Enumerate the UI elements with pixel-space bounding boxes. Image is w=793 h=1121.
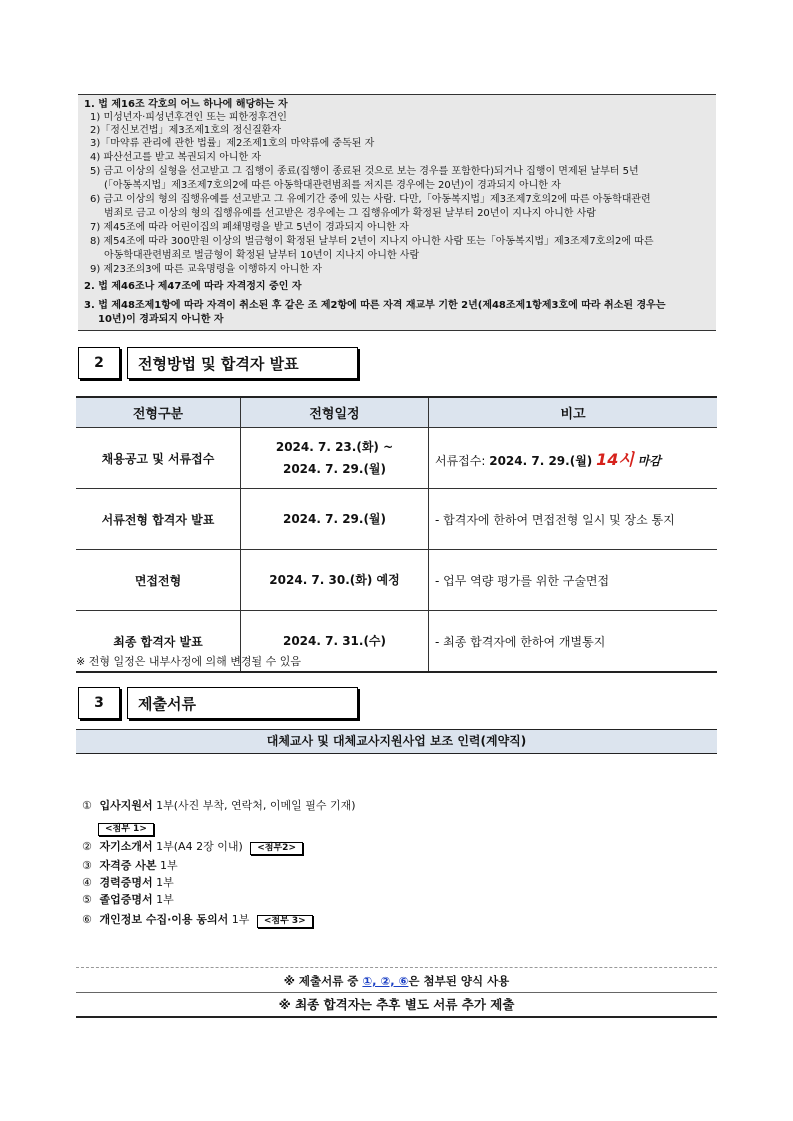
dq-item3-line2: 10년)이 경과되지 아니한 자 xyxy=(98,314,224,325)
attachment-tag: <첨부2> xyxy=(250,842,303,855)
dq-item1-title: 1. 법 제16조 각호의 어느 하나에 해당하는 자 xyxy=(84,99,288,110)
doc-mark: ② xyxy=(82,840,92,853)
doc-mark: ① xyxy=(82,799,92,812)
note-date: 2024. 7. 29.(월) xyxy=(489,453,593,468)
doc-name: 경력증명서 xyxy=(99,876,153,889)
section3-number: 3 xyxy=(78,687,120,719)
row-date-end: 2024. 7. 29.(월) xyxy=(282,462,387,476)
doc-detail: 1부(A4 2장 이내) xyxy=(156,840,243,853)
doc-detail: 1부 xyxy=(231,913,250,926)
dq-item2: 2. 법 제46조나 제47조에 따라 자격정지 중인 자 xyxy=(84,281,302,292)
schedule-footnote: ※ 전형 일정은 내부사정에 의해 변경될 수 있음 xyxy=(76,655,301,668)
row-date xyxy=(241,428,429,489)
table-row xyxy=(76,550,717,611)
doc-name: 개인정보 수집·이용 동의서 xyxy=(99,913,229,926)
form-usage-note xyxy=(76,967,717,993)
doc-item-certificate xyxy=(82,857,178,873)
doc-item-privacy xyxy=(82,911,313,928)
doc-name: 졸업증명서 xyxy=(99,893,153,906)
dq-line: 6) 금고 이상의 형의 집행유예를 선고받고 그 유예기간 중에 있는 사람. 다만,「아동복지법」제3조제7호의2에 따른 아동학대관련 xyxy=(90,194,651,205)
doc-item-self-intro xyxy=(82,838,303,855)
dq-line: 5) 금고 이상의 실형을 선고받고 그 집행이 종료(집행이 종료된 것으로 보는 경우를 포함한다)되거나 집행이 면제된 날부터 5년 xyxy=(90,166,639,177)
row-date: 2024. 7. 31.(수) xyxy=(241,611,429,673)
note-prefix: 서류접수: xyxy=(435,453,490,468)
dq-line: 범죄로 금고 이상의 형의 집행유예를 선고받은 경우에는 그 집행유예가 확정된 날부터 20년이 지나지 아니한 사람 xyxy=(104,208,596,219)
additional-docs-note: ※ 최종 합격자는 추후 별도 서류 추가 제출 xyxy=(76,993,717,1018)
doc-detail: 1부 xyxy=(159,859,178,872)
note-marks: ①, ②, ⑥ xyxy=(362,974,409,988)
doc-item-application xyxy=(82,797,356,813)
row-date: 2024. 7. 29.(월) xyxy=(241,489,429,550)
dq-line: 9) 제23조의3에 따른 교육명령을 이행하지 아니한 자 xyxy=(90,264,322,275)
documents-category-bar: 대체교사 및 대체교사지원사업 보조 인력(계약직) xyxy=(76,729,717,754)
dq-line: 2)「정신보건법」제3조제1호의 정신질환자 xyxy=(90,125,282,136)
dq-line: 1) 미성년자·피성년후견인 또는 피한정후견인 xyxy=(90,112,287,123)
row-type: 채용공고 및 서류접수 xyxy=(76,428,241,489)
row-note: - 합격자에 한하여 면접전형 일시 및 장소 통지 xyxy=(429,489,718,550)
row-date-start: 2024. 7. 23.(화) ~ xyxy=(275,440,394,454)
row-note xyxy=(429,428,718,489)
doc-detail: 1부 xyxy=(156,893,174,906)
dq-line: 아동학대관련범죄로 벌금형이 확정된 날부터 10년이 지나지 아니한 사람 xyxy=(104,250,420,261)
doc-item-graduation xyxy=(82,891,174,907)
attachment-tag-1 xyxy=(98,816,154,836)
dq-line: 3)「마약류 관리에 관한 법률」제2조제1호의 마약류에 중독된 자 xyxy=(90,138,375,149)
doc-item-career xyxy=(82,874,174,890)
row-note: - 최종 합격자에 한하여 개별통지 xyxy=(429,611,718,673)
row-type: 면접전형 xyxy=(76,550,241,611)
section2-title: 전형방법 및 합격자 발표 xyxy=(127,347,358,379)
note-prefix: ※ 제출서류 중 xyxy=(283,974,363,988)
disqualification-box xyxy=(78,94,716,331)
doc-mark: ④ xyxy=(82,876,92,889)
doc-name: 자격증 사본 xyxy=(99,859,157,872)
doc-name: 자기소개서 xyxy=(99,840,153,853)
dq-line: 7) 제45조에 따라 어린이집의 폐쇄명령을 받고 5년이 경과되지 아니한 자 xyxy=(90,222,409,233)
table-header-row xyxy=(76,397,717,428)
dq-item3-line1: 3. 법 제48조제1항에 따라 자격이 취소된 후 같은 조 제2항에 따른 자격 재교부 기한 2년(제48조제1항제3호에 따라 취소된 경우는 xyxy=(84,300,666,311)
row-type: 최종 합격자 발표 xyxy=(76,611,241,673)
attachment-tag: <첨부 3> xyxy=(257,915,313,928)
header-type: 전형구분 xyxy=(76,397,241,428)
note-suffix: 마감 xyxy=(637,453,661,468)
doc-mark: ⑥ xyxy=(82,913,92,926)
row-type: 서류전형 합격자 발표 xyxy=(76,489,241,550)
header-note: 비고 xyxy=(429,397,718,428)
doc-detail: 1부(사진 부착, 연락처, 이메일 필수 기재) xyxy=(156,799,356,812)
dq-line: (「아동복지법」제3조제7호의2에 따른 아동학대관련범죄를 저지른 경우에는 20년)이 경과되지 아니한 자 xyxy=(104,180,561,191)
section2-number: 2 xyxy=(78,347,120,379)
table-row xyxy=(76,489,717,550)
header-date: 전형일정 xyxy=(241,397,429,428)
row-date: 2024. 7. 30.(화) 예정 xyxy=(241,550,429,611)
table-row xyxy=(76,428,717,489)
doc-detail: 1부 xyxy=(156,876,174,889)
dq-line: 8) 제54조에 따라 300만원 이상의 벌금형이 확정된 날부터 2년이 지나지 아니한 사람 또는「아동복지법」제3조제7호의2에 따른 xyxy=(90,236,654,247)
dq-line: 4) 파산선고를 받고 복권되지 아니한 자 xyxy=(90,152,262,163)
note-suffix: 은 첨부된 양식 사용 xyxy=(408,974,510,988)
schedule-table xyxy=(76,396,717,673)
doc-mark: ⑤ xyxy=(82,893,92,906)
row-note: - 업무 역량 평가를 위한 구술면접 xyxy=(429,550,718,611)
doc-mark: ③ xyxy=(82,859,92,872)
section3-title: 제출서류 xyxy=(127,687,358,719)
attachment-tag: <첨부 1> xyxy=(98,823,154,836)
doc-name: 입사지원서 xyxy=(99,799,153,812)
note-time: 14시 xyxy=(596,449,634,469)
